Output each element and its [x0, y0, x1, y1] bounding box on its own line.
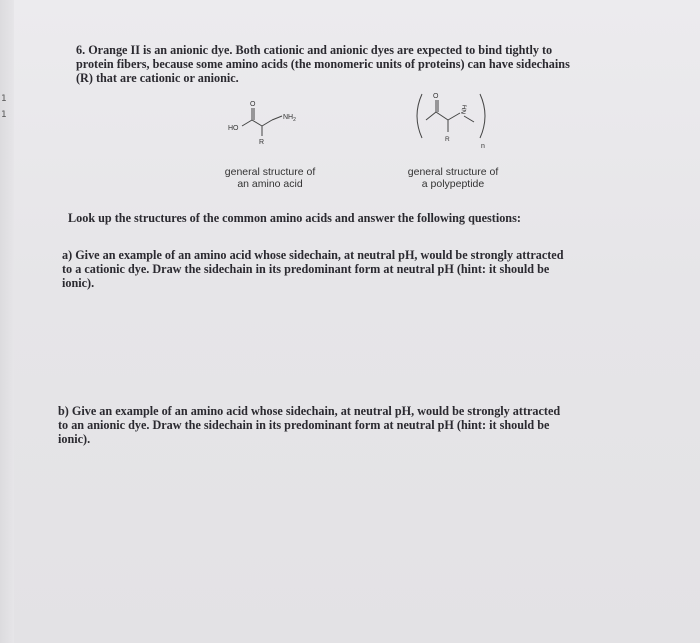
question-6-text	[76, 43, 676, 85]
page-left-edge	[0, 0, 14, 643]
question-line: 6. Orange II is an anionic dye. Both cationic and anionic dyes are expected to bind tightly to	[76, 43, 553, 57]
margin-mark: 1	[1, 94, 7, 104]
poly-n-subscript: n	[481, 143, 485, 150]
nh2-subscript: 2	[293, 117, 296, 123]
r-label: R	[259, 139, 265, 146]
instruction-text: Look up the structures of the common amino acids and answer the following questions:	[68, 211, 521, 225]
poly-o-label: O	[433, 93, 439, 100]
polypeptide-caption	[390, 166, 516, 190]
part-a-line: to a cationic dye. Draw the sidechain in its predominant form at neutral pH (hint: it should be	[62, 262, 550, 276]
question-line: protein fibers, because some amino acids (the monomeric units of proteins) can have sidechains	[76, 57, 570, 71]
amino-acid-caption	[210, 166, 330, 190]
part-b-text	[58, 404, 688, 446]
question-line: (R) that are cationic or anionic.	[76, 71, 239, 85]
caption-line: an amino acid	[237, 178, 303, 190]
part-a-line: a) Give an example of an amino acid whose sidechain, at neutral pH, would be strongly attracted	[62, 248, 564, 262]
poly-nh-label: NH	[460, 104, 470, 115]
polypeptide-structure	[408, 86, 498, 158]
poly-r-label: R	[445, 136, 450, 143]
caption-line: general structure of	[407, 166, 499, 178]
part-a-text	[62, 248, 682, 290]
part-a-line: ionic).	[62, 276, 95, 290]
carbonyl-o-label: O	[250, 101, 256, 108]
part-b-line: ionic).	[58, 432, 91, 446]
caption-line: general structure of	[224, 166, 316, 178]
caption-line: a polypeptide	[421, 178, 485, 190]
part-b-line: b) Give an example of an amino acid whose sidechain, at neutral pH, would be strongly attracted	[58, 404, 561, 418]
nh2-label	[283, 114, 296, 123]
amino-acid-structure	[226, 96, 326, 156]
part-b-line: to an anionic dye. Draw the sidechain in its predominant form at neutral pH (hint: it should be	[58, 418, 550, 432]
margin-mark: 1	[1, 110, 7, 120]
nh2-main: NH	[283, 114, 294, 121]
ho-label: HO	[228, 125, 239, 132]
